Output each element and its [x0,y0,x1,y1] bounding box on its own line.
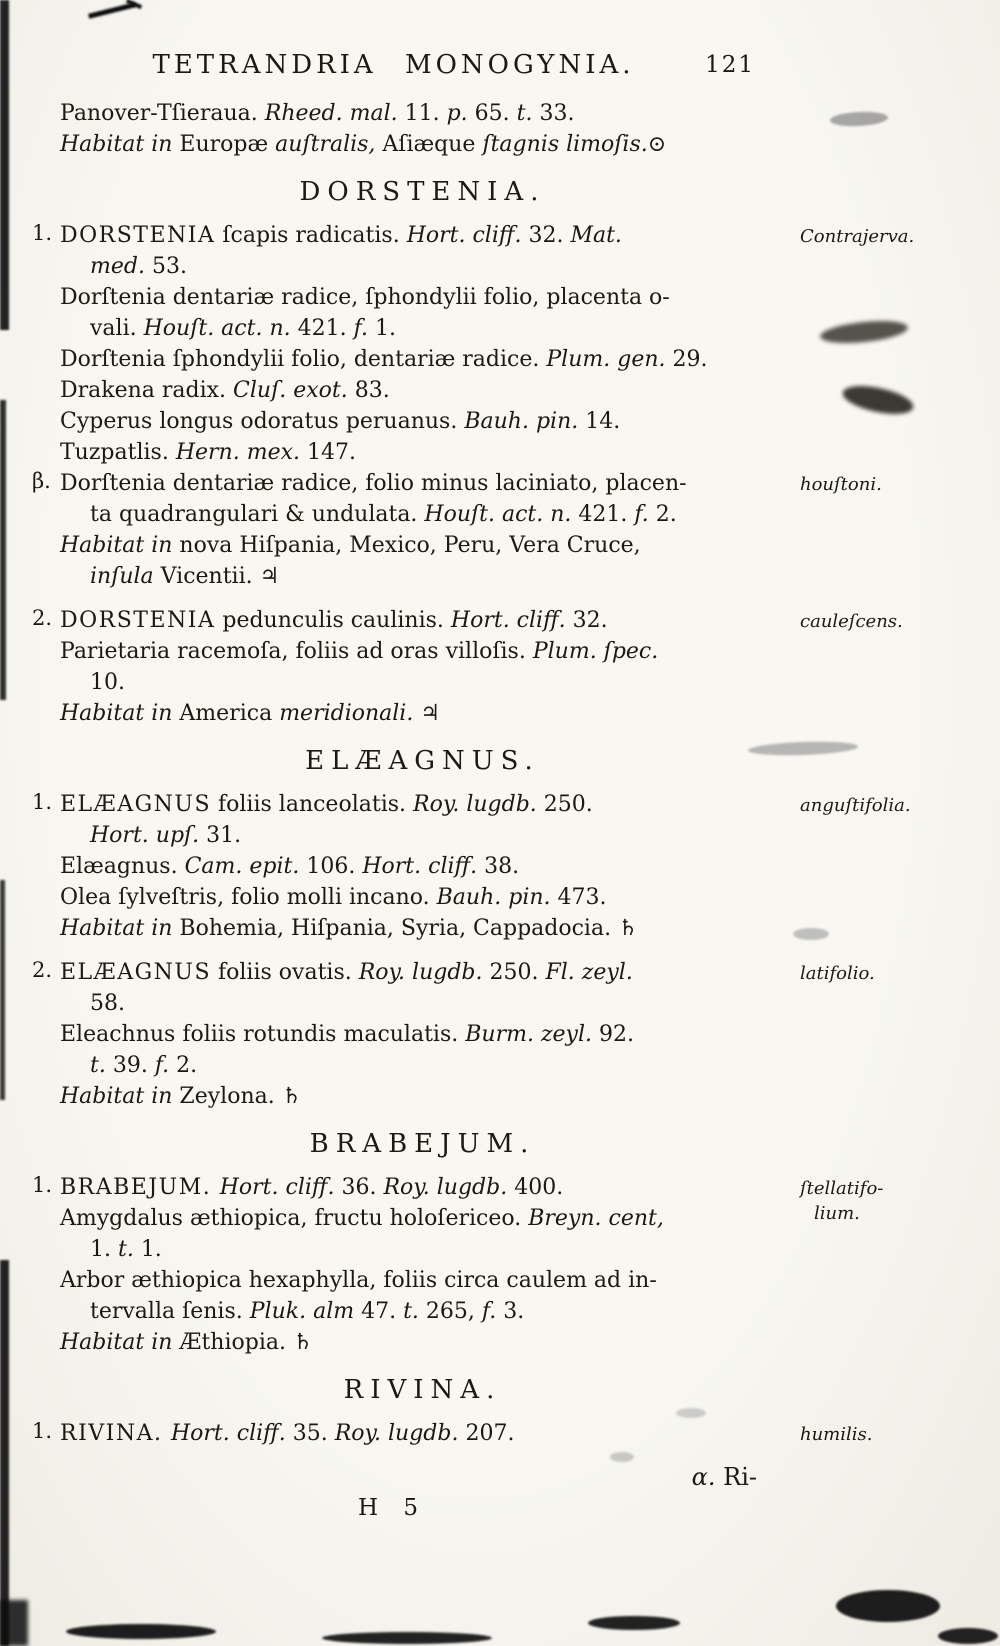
text-segment: ♄ [292,1330,313,1355]
text-segment: ♄ [618,916,638,941]
text-segment: 14. [585,409,621,434]
margin-species-name [800,1176,995,1226]
text-segment: 106. [306,854,363,879]
text-segment: med. [90,254,152,279]
text-segment: Roy. lugdb. [413,792,544,817]
genus-heading: ELÆAGNUS. [305,746,540,776]
text-segment: 1. [90,1237,118,1262]
text-segment: Cyperus longus odoratus peruanus. [60,409,465,434]
text-segment: ſtagnis limoſis. [482,132,648,157]
text-segment: Tuzpatlis. [60,440,176,465]
text-segment: 83. [354,378,390,403]
text-segment: BRABEJUM. [60,1175,220,1200]
text-segment: Parietaria racemoſa, foliis ad oras villoſis. [60,639,533,664]
entry-number: 1. [32,221,53,245]
text-segment: nova Hiſpania, Mexico, Peru, Vera Cruce, [179,533,641,558]
genus-heading: RIVINA. [343,1375,502,1405]
text-segment: 47. [361,1299,404,1324]
text-segment: Hort. cliff. [406,223,529,248]
text-segment: 35. [292,1421,335,1446]
signature-mark: H 5 [357,1495,427,1521]
text-segment: Breyn. cent, [528,1206,664,1231]
text-segment: Cluſ. exot. [233,378,355,403]
text-segment: foliis ovatis. [211,960,359,985]
text-segment: ſcapis radicatis. [215,223,407,248]
text-segment: 2. [176,1053,198,1078]
margin-line: anguſtifolia. [800,795,911,816]
scan-artifact [0,0,9,330]
text-segment: Arbor æthiopica hexaphylla, foliis circa caulem ad in- [60,1268,657,1293]
text-line [60,957,785,988]
text-segment: p. [446,101,475,126]
entry-number: 1. [32,1173,53,1197]
genus-section-dorstenia [32,177,915,729]
text-line [60,530,785,561]
text-segment: Pluk. alm [249,1299,362,1324]
text-line [60,605,785,636]
text-line [60,851,785,882]
text-segment: DORSTENIA [60,608,216,633]
text-segment: ♃ [420,701,441,726]
text-segment: Roy. lugdb. [383,1175,515,1200]
text-segment: Dorſtenia dentariæ radice, ſphondylii folio, placenta o- [60,285,670,310]
text-segment: Hort. upſ. [90,823,207,848]
text-segment: 421. [297,316,354,341]
text-segment: Hort. cliff. [170,1421,293,1446]
text-segment: f. [154,1053,177,1078]
text-segment: Dorſtenia ſphondylii folio, dentariæ radice. [60,347,547,372]
text-line [60,468,785,499]
text-segment: Hort. cliff. [219,1175,342,1200]
text-segment: 32. [528,223,571,248]
text-line [60,698,785,729]
text-segment: Hort. cliff. [450,608,573,633]
scan-artifact [610,1452,634,1462]
text-segment: 31. [206,823,242,848]
text-segment: 11. [404,101,447,126]
text-segment: Bauh. pin. [464,409,586,434]
text-segment: 250. [543,792,593,817]
text-line [60,437,785,468]
text-segment: 58. [90,991,125,1016]
text-segment: ta quadrangulari & undulata. [90,502,425,527]
entry-number: 2. [32,606,53,630]
text-line [60,375,785,406]
text-segment: f. [634,502,656,527]
text-segment: Houſt. act. n. [424,502,579,527]
scan-artifact [88,2,136,18]
genus-heading: DORSTENIA. [299,177,546,207]
text-segment: 36. [341,1175,384,1200]
text-segment: foliis lanceolatis. [211,792,414,817]
text-line [60,789,785,820]
text-line [60,1234,785,1265]
text-segment: f. [353,316,375,341]
text-line [60,913,785,944]
text-line [60,882,785,913]
text-segment: vali. [90,316,144,341]
text-segment: t. [117,1237,141,1262]
text-segment: Drakena radix. [60,378,234,403]
margin-species-name [800,961,995,986]
scan-artifact [322,1632,492,1644]
scan-artifact [793,928,829,940]
text-line [60,98,785,129]
species-entry [32,1172,884,1358]
text-segment: Olea ſylveſtris, folio molli incano. [60,885,437,910]
text-line [60,561,785,592]
species-entry [32,957,875,1112]
text-line [60,1418,785,1449]
scan-artifact [66,1624,216,1639]
scan-artifact [0,1600,28,1646]
text-segment: Dorſtenia dentariæ radice, folio minus laciniato, placen- [60,471,687,496]
scan-artifact [836,1590,940,1622]
text-segment: Eleachnus foliis rotundis maculatis. [60,1022,466,1047]
text-segment: Plum. gen. [546,347,673,372]
text-line [60,1265,785,1296]
text-line [60,344,785,375]
text-segment: 265, [425,1299,482,1324]
text-segment: America [179,701,280,726]
genus-section-brabejum [32,1129,884,1358]
species-entry-variety [32,468,882,592]
text-segment: 1. [374,316,396,341]
text-segment: inſula [90,564,161,589]
text-line [60,129,785,160]
text-segment: Æthiopia. [179,1330,293,1355]
text-segment: Houſt. act. n. [143,316,298,341]
text-segment: Europæ [179,132,276,157]
text-segment: 33. [539,101,575,126]
text-segment: Burm. zeyl. [465,1022,600,1047]
margin-line: Contrajerva. [800,226,915,247]
margin-line: ſtellatifo- [800,1178,884,1199]
text-segment: 250. [489,960,546,985]
text-line [60,499,785,530]
text-segment: Plum. ſpec. [532,639,659,664]
text-segment: Vicentii. [160,564,260,589]
scan-artifact [126,0,142,9]
text-segment: t. [90,1053,113,1078]
text-segment: 2. [655,502,677,527]
margin-species-name [800,472,995,497]
text-segment: Mat. [570,223,622,248]
entry-number: 1. [32,790,53,814]
margin-species-name [800,224,995,249]
margin-line: humilis. [800,1424,873,1445]
margin-line: latifolio. [800,963,875,984]
text-line [60,313,785,344]
text-segment: 207. [465,1421,515,1446]
text-segment: ♄ [281,1084,302,1109]
text-segment: t. [516,101,540,126]
margin-species-name [800,1422,995,1447]
scan-artifact [588,1616,680,1630]
text-segment: Habitat in [60,1084,180,1109]
margin-line: houſtoni. [800,474,882,495]
text-line [60,1081,785,1112]
text-segment: Habitat in [60,132,180,157]
genus-heading: BRABEJUM. [309,1129,536,1159]
text-segment: f. [481,1299,504,1324]
text-segment: Habitat in [60,916,180,941]
text-segment: Ri- [723,1463,757,1491]
text-segment: 421. [578,502,635,527]
margin-species-name [800,793,995,818]
text-segment: t. [403,1299,426,1324]
scan-artifact [938,1628,998,1644]
text-segment: 53. [151,254,187,279]
text-segment: α. [691,1463,724,1491]
text-segment: ⊙ [647,132,667,157]
text-segment: pedunculis caulinis. [215,608,451,633]
text-segment: Habitat in [60,1330,180,1355]
text-segment: Rheed. mal. [264,101,405,126]
text-segment: Fl. zeyl. [545,960,633,985]
text-line [60,636,785,667]
genus-section-rivina [32,1375,873,1449]
text-segment: 400. [514,1175,564,1200]
scan-artifact [0,1260,9,1646]
text-segment: ♃ [259,564,280,589]
text-segment: Panover-Tſieraua. [60,101,265,126]
text-segment: meridionali. [279,701,421,726]
text-segment: 32. [572,608,608,633]
text-segment: 1. [140,1237,162,1262]
catchword [692,1462,757,1493]
scan-artifact [0,880,5,1100]
text-segment: Roy. lugdb. [334,1421,466,1446]
scan-artifact [830,110,889,127]
text-segment: Hern. mex. [175,440,307,465]
text-segment: Elæagnus. [60,854,185,879]
text-segment: 92. [599,1022,635,1047]
entry-number: 2. [32,958,53,982]
scan-artifact [840,381,915,419]
text-line [60,220,785,251]
margin-line: cauleſcens. [800,611,903,632]
text-segment: DORSTENIA [60,223,216,248]
page-header [60,50,785,94]
entry-number: β. [32,469,51,493]
species-entry [32,220,915,468]
text-segment: 38. [484,854,520,879]
text-segment: Cam. epit. [184,854,307,879]
text-line [60,406,785,437]
text-line [60,667,785,698]
species-entry [32,1418,873,1449]
text-segment: ELÆAGNUS [60,960,212,985]
text-line [60,1019,785,1050]
intro-block [60,98,785,160]
genus-section-elaeagnus [32,746,911,1112]
text-line [60,1327,785,1358]
scan-artifact [0,400,6,700]
entry-number: 1. [32,1419,53,1443]
text-segment: Bauh. pin. [436,885,558,910]
page-number: 121 [705,52,755,78]
text-line [60,1296,785,1327]
text-line [60,820,785,851]
text-segment: Aſiæque [382,132,483,157]
text-segment: 147. [306,440,356,465]
text-segment: Zeylona. [179,1084,282,1109]
text-segment: Habitat in [60,533,180,558]
species-entry [32,789,911,944]
text-segment: Amygdalus æthiopica, fructu holoſericeo. [60,1206,529,1231]
running-title: TETRANDRIA MONOGYNIA. [152,50,635,80]
text-line [60,282,785,313]
text-segment: 65. [474,101,517,126]
text-line [60,1172,785,1203]
catchword-row [60,1462,785,1493]
species-entry [32,605,903,729]
text-line [60,1050,785,1081]
text-segment: Hort. cliff. [362,854,485,879]
text-line [60,988,785,1019]
text-segment: Roy. lugdb. [358,960,490,985]
text-segment: Habitat in [60,701,180,726]
text-segment: 39. [112,1053,155,1078]
text-segment: 3. [503,1299,525,1324]
text-segment: ELÆAGNUS [60,792,212,817]
text-segment: tervalla ſenis. [90,1299,250,1324]
margin-species-name [800,609,995,634]
text-segment: 29. [672,347,708,372]
text-line [60,251,785,282]
text-segment: 10. [90,670,125,695]
text-segment: auſtralis, [275,132,383,157]
scan-artifact [819,317,909,346]
text-line [60,1203,785,1234]
text-segment: RIVINA. [60,1421,171,1446]
text-segment: 473. [557,885,607,910]
text-segment: Bohemia, Hiſpania, Syria, Cappadocia. [179,916,619,941]
margin-line: lium. [814,1203,860,1224]
